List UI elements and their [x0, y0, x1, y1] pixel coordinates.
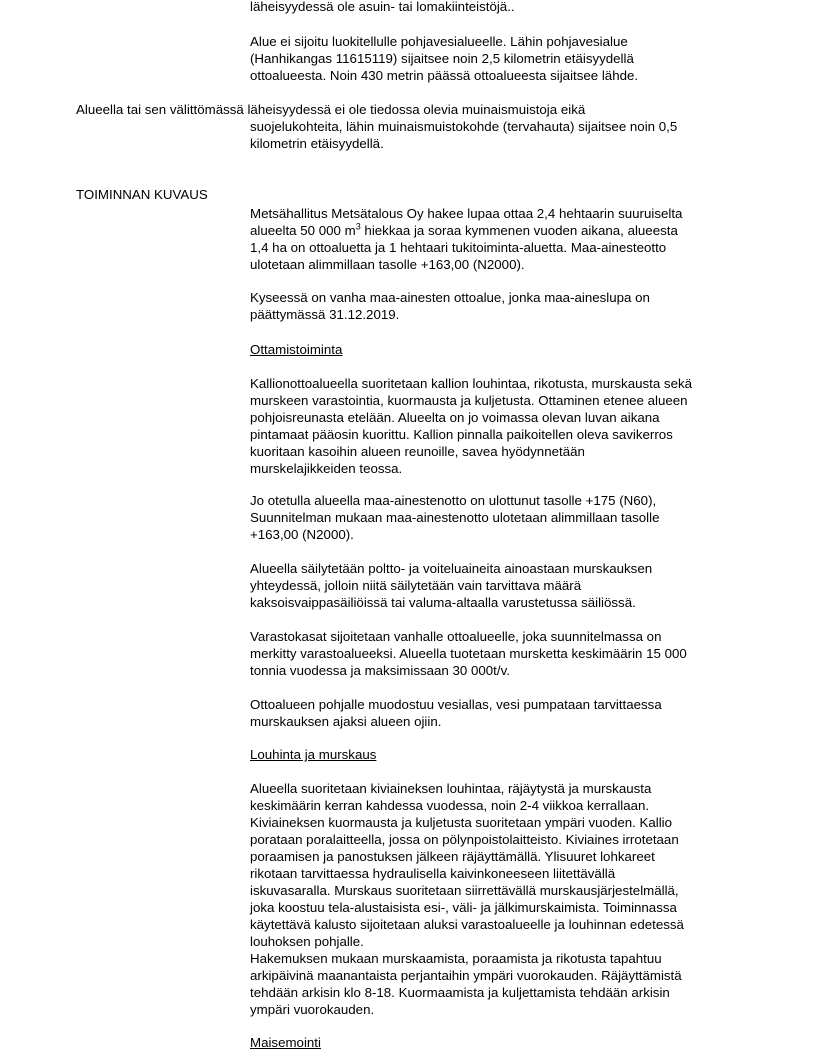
- antiquities-paragraph: Alueella tai sen välittömässä läheisyydessä ei ole tiedossa olevia muinaismuistoja eikä suojelukohteita, lähin muinaismuistokohde (tervahauta) sijaitsee noin 0,5 kilometrin etäisyydellä.: [76, 102, 678, 151]
- maisemointi-heading: Maisemointi: [250, 1035, 321, 1050]
- louhinta-heading: Louhinta ja murskaus: [250, 747, 377, 762]
- fuel-storage-paragraph: Alueella säilytetään poltto- ja voiteluaineita ainoastaan murskauksen yhteydessä, jolloin niitä säilytetään vain tarvittava määrä kaksoisvaippasäiliöissä tai valuma-altaalla varustetussa säiliössä.: [250, 561, 653, 610]
- ottamistoiminta-heading: Ottamistoiminta: [250, 342, 343, 357]
- cubic-superscript: 3: [355, 221, 361, 232]
- quarrying-crushing-paragraph: Alueella suoritetaan kiviaineksen louhintaa, räjäytystä ja murskausta keskimäärin kerran kahdessa vuodessa, noin 2-4 viikkoa kerrallaan. Kiviaineksen kuormausta ja kuljetusta suoritetaan ympäri vuoden. Kallio porataan poralaitteella, jossa on pölynpoistolaitteisto. Kiviaines irrotetaan poraamisen ja panostuksen jälkeen räjäyttämällä. Ylisuuret lohkareet rikotaan tarvittaessa hydraulisella kaivinkoneeseen liitettävällä iskuvasaralla. Murskaus suoritetaan siirrettävällä murskausjärjestelmällä, joka koostuu tela-alustaisista esi-, väli- ja jälkimurskaimista. Toiminnassa käytettävä kalusto sijoitetaan aluksi varastoalueelle ja louhinnan edetessä louhoksen pohjalle. Hakemuksen mukaan murskaamista, poraamista ja rikotusta tapahtuu arkipäivinä maanantaista perjantaihin ympäri vuorokauden. Räjäyttämistä tehdään arkisin klo 8-18. Kuormaamista ja kuljettamista tehdään arkisin ympäri vuorokauden.: [250, 781, 684, 1017]
- groundwater-paragraph: Alue ei sijoitu luokitellulle pohjavesialueelle. Lähin pohjavesialue (Hanhikangas 11615119) sijaitsee noin 2,5 kilometrin etäisyydellä ottoalueesta. Noin 430 metrin päässä ottoalueesta sijaitsee lähde.: [250, 34, 639, 83]
- extraction-level-paragraph: Jo otetulla alueella maa-ainestenotto on ulottunut tasolle +175 (N60), Suunnitelman mukaan maa-ainestenotto ulotetaan alimmillaan tasolle +163,00 (N2000).: [250, 493, 660, 542]
- application-paragraph: [250, 205, 720, 273]
- water-pool-paragraph: Ottoalueen pohjalle muodostuu vesiallas, vesi pumpataan tarvittaessa murskauksen ajaksi alueen ojiin.: [250, 697, 662, 729]
- quarry-operations-paragraph: Kallionottoalueella suoritetaan kallion louhintaa, rikotusta, murskausta sekä murskeen varastointia, kuormausta ja kuljetusta. Ottaminen etenee alueen pohjoisreunasta etelään. Alueelta on jo voimassa olevan luvan aikana pintamaat pääosin kuorittu. Kallion pinnalla paikoitellen oleva savikerros kuoritaan kasoihin alueen reunoille, savea hyödynnetään murskelajikkeiden teossa.: [250, 376, 693, 476]
- old-permit-paragraph: Kyseessä on vanha maa-ainesten ottoalue, jonka maa-aineslupa on päättymässä 31.12.2019.: [250, 290, 650, 322]
- stockpile-paragraph: Varastokasat sijoitetaan vanhalle ottoalueelle, joka suunnitelmassa on merkitty varastoalueeksi. Alueella tuotetaan mursketta keskimäärin 15 000 tonnia vuodessa ja maksimissaan 30 000t/v.: [250, 629, 687, 678]
- intro-continuation-line: läheisyydessä ole asuin- tai lomakiinteistöjä..: [250, 0, 515, 14]
- application-text-start: Metsähallitus Metsätalous Oy hakee lupaa ottaa 2,4 hehtaarin suuruiselta alueelta 50 000 m: [250, 206, 683, 238]
- application-text-end: hiekkaa ja soraa kymmenen vuoden aikana, alueesta 1,4 ha on ottoaluetta ja 1 hehtaari tukitoiminta-aluetta. Maa-ainesteotto ulotetaan alimmillaan tasolle +163,00 (N2000).: [250, 223, 678, 272]
- section-title: TOIMINNAN KUVAUS: [76, 187, 208, 202]
